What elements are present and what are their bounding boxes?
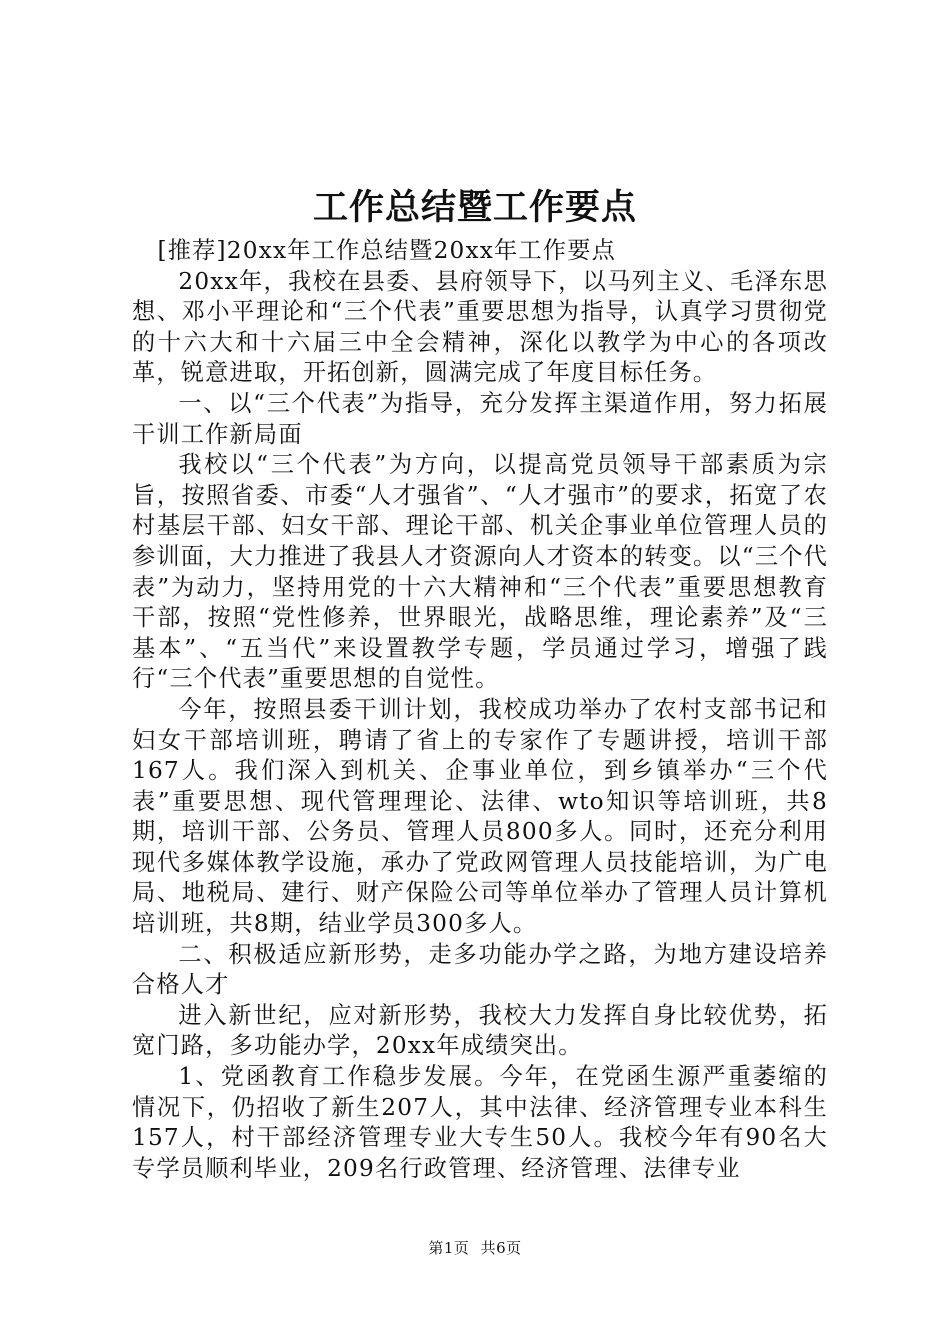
page-number: 第1页 — [428, 1239, 470, 1257]
body-paragraph: 1、党函教育工作稳步发展。今年，在党函生源严重萎缩的情况下，仍招收了新生207人，其中法律、经济管理专业本科生157人，村干部经济管理专业大专生50人。我校今年有90名大专学员顺利毕业，209名行政管理、经济管理、法律专业 — [132, 1063, 828, 1182]
page-footer — [0, 1238, 950, 1258]
document-title: 工作总结暨工作要点 — [312, 187, 637, 228]
body-paragraph: 我校以“三个代表”为方向，以提高党员领导干部素质为宗旨，按照省委、市委“人才强省”、“人才强市”的要求，拓宽了农村基层干部、妇女干部、理论干部、机关企事业单位管理人员的参训面，大力推进了我县人才资源向人才资本的转变。以“三个代表”为动力，坚持用党的十六大精神和“三个代表”重要思想教育干部，按照“党性修养，世界眼光，战略思维，理论素养”及“三基本”、“五当代”来设置教学专题，学员通过学习，增强了践行“三个代表”重要思想的自觉性。 — [132, 451, 828, 693]
section-heading-2: 二、积极适应新形势，走多功能办学之路，为地方建设培养合格人才 — [132, 940, 828, 999]
document-body — [132, 236, 828, 1184]
intro-paragraph: 20xx年，我校在县委、县府领导下，以马列主义、毛泽东思想、邓小平理论和“三个代表”重要思想为指导，认真学习贯彻党的十六大和十六届三中全会精神，深化以教学为中心的各项改革，锐意进取，开拓创新，圆满完成了年度目标任务。 — [132, 267, 828, 387]
section-heading-1: 一、以“三个代表”为指导，充分发挥主渠道作用，努力拓展干训工作新局面 — [132, 389, 828, 448]
body-paragraph: 进入新世纪，应对新形势，我校大力发挥自身比较优势，拓宽门路，多功能办学，20xx年成绩突出。 — [132, 1001, 828, 1060]
subtitle-paragraph: [推荐]20xx年工作总结暨20xx年工作要点 — [157, 237, 616, 264]
page-total: 共6页 — [480, 1239, 522, 1257]
body-paragraph: 今年，按照县委干训计划，我校成功举办了农村支部书记和妇女干部培训班，聘请了省上的专家作了专题讲授，培训干部167人。我们深入到机关、企事业单位，到乡镇举办“三个代表”重要思想、现代管理理论、法律、wto知识等培训班，共8期，培训干部、公务员、管理人员800多人。同时，还充分利用现代多媒体教学设施，承办了党政网管理人员技能培训，为广电局、地税局、建行、财产保险公司等单位举办了管理人员计算机培训班，共8期，结业学员300多人。 — [132, 695, 828, 938]
